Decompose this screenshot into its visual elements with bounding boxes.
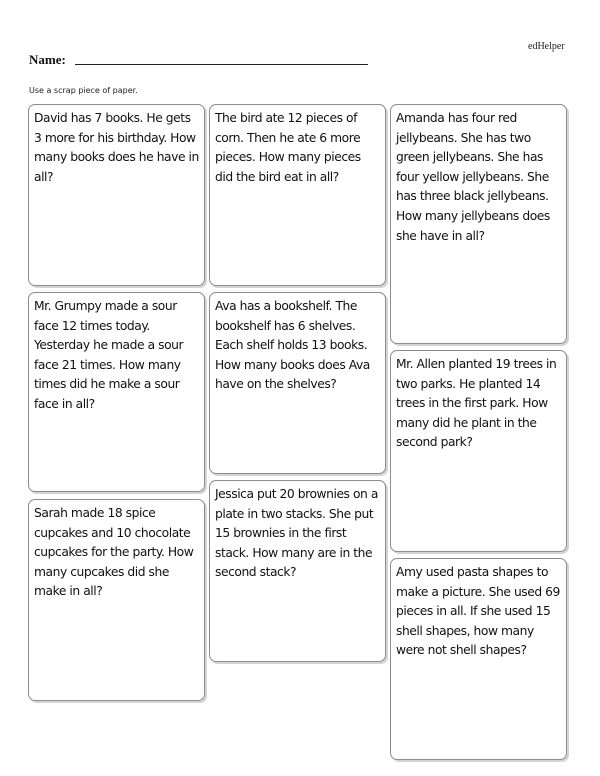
problem-text: Jessica put 20 brownies on a plate in two stacks. She put 15 brownies in the first stack. How many are in the second stack? [215, 487, 378, 580]
problem-text: Mr. Allen planted 19 trees in two parks. He planted 14 trees in the first park. How many did he plant in the second park? [396, 357, 557, 450]
problem-card-7 [390, 104, 567, 344]
problem-card-1 [28, 104, 205, 286]
problem-text: Ava has a bookshelf. The bookshelf has 6 shelves. Each shelf holds 13 books. How many books does Ava have on the shelves? [215, 299, 370, 392]
problem-text: The bird ate 12 pieces of corn. Then he ate 6 more pieces. How many pieces did the bird eat in all? [215, 111, 361, 184]
problem-text: Sarah made 18 spice cupcakes and 10 chocolate cupcakes for the party. How many cupcakes did she make in all? [34, 506, 194, 599]
problem-text: David has 7 books. He gets 3 more for his birthday. How many books does he have in all? [34, 111, 199, 184]
name-line [75, 64, 368, 65]
problem-card-2 [28, 292, 205, 492]
problem-card-6 [209, 480, 386, 662]
problem-text: Amy used pasta shapes to make a picture. She used 69 pieces in all. If she used 15 shell shapes, how many were not shell shapes? [396, 565, 560, 658]
problem-card-8 [390, 350, 567, 552]
brand-label: edHelper [528, 41, 565, 52]
problem-text: Amanda has four red jellybeans. She has two green jellybeans. She has four yellow jellybeans. She has three black jellybeans. How many jellybeans does she have in all? [396, 111, 550, 243]
name-label: Name: [29, 52, 66, 67]
problem-card-4 [209, 104, 386, 286]
problem-card-9 [390, 558, 567, 760]
problem-card-3 [28, 499, 205, 701]
instruction-text: Use a scrap piece of paper. [29, 86, 138, 95]
problem-text: Mr. Grumpy made a sour face 12 times today. Yesterday he made a sour face 21 times. How many times did he make a sour face in all? [34, 299, 184, 411]
problem-card-5 [209, 292, 386, 474]
